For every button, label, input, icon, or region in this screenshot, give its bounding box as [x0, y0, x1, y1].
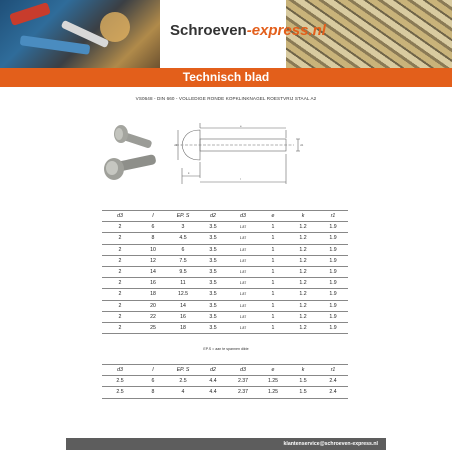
table-row	[102, 244, 348, 255]
table-cell: 25	[138, 322, 168, 333]
table-cell: 14	[138, 266, 168, 277]
table-cell: 2	[102, 322, 138, 333]
table-cell: 1	[258, 300, 288, 311]
table-cell: 2	[102, 289, 138, 300]
table-cell: 3.5	[198, 311, 228, 322]
table-cell: 1	[258, 322, 288, 333]
table-row	[102, 376, 348, 387]
table-cell: 3.5	[198, 322, 228, 333]
table-cell: 1.9	[318, 222, 348, 233]
table-cell: 3.5	[198, 233, 228, 244]
table-note: EP.S = aan te spannen dikte	[203, 347, 249, 351]
table-cell: 2	[102, 233, 138, 244]
col-header: d2	[198, 365, 228, 376]
table-cell: 1.9	[318, 255, 348, 266]
table-cell: 20	[138, 300, 168, 311]
table-cell: 6	[138, 222, 168, 233]
table-cell: 4.4	[198, 387, 228, 398]
table-cell: 3.5	[198, 255, 228, 266]
col-header: r1	[318, 211, 348, 222]
table-row	[102, 233, 348, 244]
table-cell: 3.5	[198, 300, 228, 311]
table-cell: 6	[138, 376, 168, 387]
table-cell: 1.9	[318, 322, 348, 333]
table-row	[102, 278, 348, 289]
col-header: k	[288, 211, 318, 222]
table-header-row	[102, 365, 348, 376]
table-cell: 22	[138, 311, 168, 322]
table-row	[102, 322, 348, 333]
logo-accent: -express.nl	[246, 22, 326, 39]
table-cell: 1.9	[318, 266, 348, 277]
table-cell: 16	[138, 278, 168, 289]
col-header: EP. S	[168, 365, 198, 376]
table-cell: 1	[258, 222, 288, 233]
table-cell: 4.4	[198, 376, 228, 387]
table-cell: 8	[138, 387, 168, 398]
svg-text:k: k	[188, 171, 190, 175]
table-cell: 1.87	[228, 289, 258, 300]
table-cell: 2	[102, 255, 138, 266]
table-cell: 16	[168, 311, 198, 322]
table-cell: 3.5	[198, 278, 228, 289]
table-cell: 2.37	[228, 376, 258, 387]
table-cell: 1.2	[288, 255, 318, 266]
col-header: k	[288, 365, 318, 376]
col-header: l	[138, 211, 168, 222]
table-cell: 3.5	[198, 289, 228, 300]
col-header: l	[138, 365, 168, 376]
table-cell: 12.5	[168, 289, 198, 300]
table-cell: 1.2	[288, 311, 318, 322]
col-header: r1	[318, 365, 348, 376]
table-cell: 1.9	[318, 311, 348, 322]
table-cell: 1.87	[228, 233, 258, 244]
table-cell: 1.2	[288, 300, 318, 311]
spec-table-d2-5	[102, 364, 348, 399]
table-row	[102, 300, 348, 311]
table-row	[102, 222, 348, 233]
table-header-row	[102, 211, 348, 222]
table-cell: 1	[258, 255, 288, 266]
table-cell: 7.5	[168, 255, 198, 266]
table-cell: 2.5	[102, 376, 138, 387]
table-cell: 1.9	[318, 278, 348, 289]
svg-text:l: l	[240, 177, 241, 181]
table-cell: 1	[258, 233, 288, 244]
table-cell: 1.87	[228, 266, 258, 277]
svg-text:d2: d2	[174, 143, 178, 147]
table-cell: 1	[258, 244, 288, 255]
table-cell: 1.87	[228, 244, 258, 255]
col-header: e	[258, 365, 288, 376]
table-cell: 1.2	[288, 322, 318, 333]
svg-text:d1: d1	[300, 143, 304, 147]
orange-bar-right	[386, 68, 452, 87]
table-cell: 1.9	[318, 233, 348, 244]
table-cell: 1.9	[318, 289, 348, 300]
table-cell: 1.87	[228, 300, 258, 311]
table-row	[102, 289, 348, 300]
table-cell: 12	[138, 255, 168, 266]
table-row	[102, 387, 348, 398]
logo[interactable]	[170, 22, 326, 39]
table-cell: 2.5	[102, 387, 138, 398]
table-cell: 1.9	[318, 300, 348, 311]
col-header: d3	[228, 365, 258, 376]
table-cell: 6	[168, 244, 198, 255]
table-cell: 2	[102, 300, 138, 311]
table-cell: 1.87	[228, 278, 258, 289]
technical-drawing	[176, 120, 306, 190]
table-row	[102, 255, 348, 266]
table-cell: 1.25	[258, 387, 288, 398]
document-title: VS0648 - DIN 660 - VOLLEDIGE RONDE KOPKLINKNAGEL ROESTVRIJ STAAL A2	[135, 96, 317, 101]
table-cell: 1	[258, 289, 288, 300]
table-cell: 3.5	[198, 244, 228, 255]
col-header: e	[258, 211, 288, 222]
table-cell: 2.4	[318, 387, 348, 398]
table-cell: 1.2	[288, 278, 318, 289]
table-cell: 1.25	[258, 376, 288, 387]
table-cell: 3.5	[198, 222, 228, 233]
table-cell: 1.5	[288, 376, 318, 387]
table-cell: 1.87	[228, 222, 258, 233]
logo-main: Schroeven	[170, 22, 247, 39]
col-header: d2	[198, 211, 228, 222]
table-cell: 1.2	[288, 222, 318, 233]
footer-bar	[66, 438, 386, 450]
table-cell: 1.9	[318, 244, 348, 255]
col-header: d3	[102, 211, 138, 222]
col-header: d3	[102, 365, 138, 376]
banner-tools-photo	[0, 0, 160, 68]
table-cell: 1.2	[288, 233, 318, 244]
header-banner	[0, 0, 452, 68]
table-cell: 1	[258, 278, 288, 289]
table-cell: 8	[138, 233, 168, 244]
table-cell: 2	[102, 266, 138, 277]
table-cell: 4.5	[168, 233, 198, 244]
table-cell: 1	[258, 266, 288, 277]
table-cell: 1.2	[288, 244, 318, 255]
table-cell: 2	[102, 244, 138, 255]
table-cell: 11	[168, 278, 198, 289]
table-cell: 1.2	[288, 289, 318, 300]
table-cell: 9.5	[168, 266, 198, 277]
col-header: d3	[228, 211, 258, 222]
table-cell: 10	[138, 244, 168, 255]
table-row	[102, 311, 348, 322]
table-cell: 1	[258, 311, 288, 322]
table-cell: 2.5	[168, 376, 198, 387]
table-cell: 18	[168, 322, 198, 333]
table-cell: 1.87	[228, 255, 258, 266]
table-cell: 14	[168, 300, 198, 311]
col-header: EP. S	[168, 211, 198, 222]
product-photo	[96, 112, 168, 192]
banner-title: Technisch blad	[66, 68, 386, 87]
table-cell: 2	[102, 311, 138, 322]
table-row	[102, 266, 348, 277]
table-cell: 2	[102, 222, 138, 233]
table-cell: 18	[138, 289, 168, 300]
table-cell: 2	[102, 278, 138, 289]
spec-table-d2	[102, 210, 348, 334]
table-cell: 1.87	[228, 311, 258, 322]
table-cell: 4	[168, 387, 198, 398]
table-cell: 2.37	[228, 387, 258, 398]
table-cell: 3.5	[198, 266, 228, 277]
orange-bar-left	[0, 68, 66, 87]
table-cell: 3	[168, 222, 198, 233]
table-cell: 2.4	[318, 376, 348, 387]
svg-text:e: e	[240, 124, 242, 128]
table-cell: 1.2	[288, 266, 318, 277]
footer-email-link[interactable]: klantenservice@schroeven-express.nl	[283, 441, 378, 447]
table-cell: 1.87	[228, 322, 258, 333]
table-cell: 1.5	[288, 387, 318, 398]
